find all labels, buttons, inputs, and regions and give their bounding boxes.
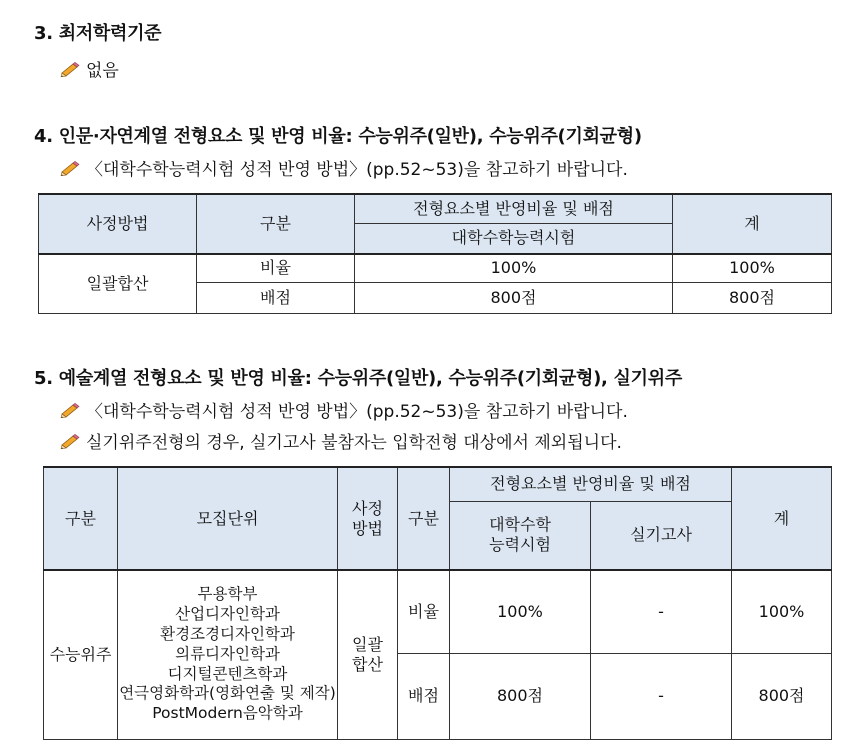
header-total: 계 [732,467,832,570]
section-5-bullet-1 [60,397,628,422]
header-method-line-1: 사정 [352,498,383,518]
unit-item: 산업디자인학과 [175,605,280,624]
csat-cell: 800점 [355,282,673,313]
pencil-icon [60,433,80,449]
section-4-bullet [60,155,628,180]
unit-item: 디지털콘텐츠학과 [167,664,288,683]
section-4-heading: 4. 인문·자연계열 전형요소 및 반영 비율: 수능위주(일반), 수능위주(기회균형) [34,126,642,147]
practical-cell: - [591,653,732,739]
header-ratio-group: 전형요소별 반영비율 및 배점 [450,467,732,501]
method-cell [338,570,398,739]
header-csat-line-1: 대학수학 [489,515,551,535]
bullet-text: 〈대학수학능력시험 성적 반영 방법〉(pp.52~53)을 참고하기 바랍니다. [86,402,628,422]
total-cell: 800점 [732,653,832,739]
header-units: 모집단위 [118,467,338,570]
bullet-text: 실기위주전형의 경우, 실기고사 불참자는 입학전형 대상에서 제외됩니다. [86,433,622,453]
section-5-table [43,466,832,740]
method-line-2: 합산 [352,654,383,674]
unit-item: 연극영화학과(영화연출 및 제작) [119,684,336,703]
pencil-icon [60,402,80,418]
bullet-text: 없음 [86,61,119,81]
unit-item: 무용학부 [197,585,258,604]
section-5-heading: 5. 예술계열 전형요소 및 반영 비율: 수능위주(일반), 수능위주(기회균형), 실기위주 [34,368,682,389]
csat-cell: 100% [450,570,591,653]
category-cell: 배점 [398,653,450,739]
total-cell: 800점 [673,282,832,313]
header-category: 구분 [398,467,450,570]
units-cell [118,570,338,739]
bullet-text: 〈대학수학능력시험 성적 반영 방법〉(pp.52~53)을 참고하기 바랍니다. [86,160,628,180]
total-cell: 100% [673,254,832,282]
header-total: 계 [673,194,832,254]
table-row [39,254,832,282]
section-4-table [38,193,832,314]
category-cell: 비율 [197,254,355,282]
section-3-bullet [60,56,119,81]
practical-cell: - [591,570,732,653]
pencil-icon [60,160,80,176]
section-5-bullet-2 [60,428,622,453]
pencil-icon [60,61,80,77]
type-cell: 수능위주 [44,570,118,739]
header-method [338,467,398,570]
header-type: 구분 [44,467,118,570]
category-cell: 배점 [197,282,355,313]
header-practical: 실기고사 [591,501,732,570]
csat-cell: 800점 [450,653,591,739]
header-csat: 대학수학능력시험 [355,223,673,254]
csat-cell: 100% [355,254,673,282]
header-category: 구분 [197,194,355,254]
header-method-line-2: 방법 [352,518,383,538]
total-cell: 100% [732,570,832,653]
unit-item: 환경조경디자인학과 [160,625,295,643]
table-row [44,570,832,653]
method-cell: 일괄합산 [39,254,197,313]
unit-item: PostModern음악학과 [152,704,303,723]
category-cell: 비율 [398,570,450,653]
header-method: 사정방법 [39,194,197,254]
header-ratio-group: 전형요소별 반영비율 및 배점 [355,194,673,223]
section-3-heading: 3. 최저학력기준 [34,23,162,44]
method-line-1: 일괄 [352,634,383,654]
header-csat [450,501,591,570]
header-csat-line-2: 능력시험 [489,535,551,555]
unit-item: 의류디자인학과 [175,644,280,663]
